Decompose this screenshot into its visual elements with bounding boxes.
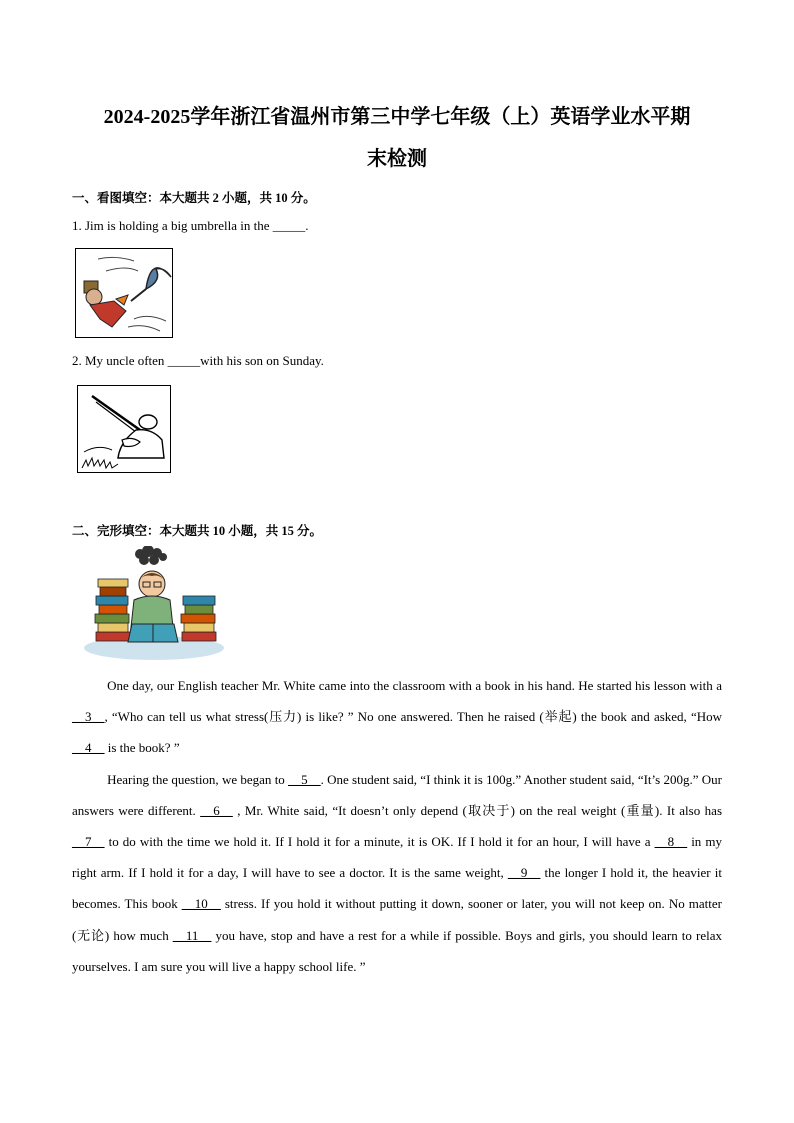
passage-text: in my right arm. If I hold it for a day, I will have to see a doctor. It is the same weight, bbox=[72, 834, 722, 881]
blank-9: __9__ bbox=[507, 865, 541, 881]
passage-text: . One student said, “I think it is 100g.” Another student said, “It’s 200g.” Our answers were different. bbox=[72, 771, 722, 818]
title-line-1: 2024-2025学年浙江省温州市第三中学七年级（上）英语学业水平期 bbox=[103, 106, 691, 128]
passage-text: stress. If you hold it without putting it down, sooner or later, you will not keep on. No matter (无论) how much bbox=[72, 896, 722, 943]
cloze-passage bbox=[72, 670, 722, 982]
section-1-heading: 一、看图填空：本大题共 2 小题，共 10 分。 bbox=[72, 191, 316, 205]
section-2-heading: 二、完形填空：本大题共 10 小题，共 15 分。 bbox=[72, 524, 323, 538]
passage-text: to do with the time we hold it. If I hold it for a minute, it is OK. If I hold it for an hour, I will have a bbox=[104, 834, 655, 850]
blank-11: __11__ bbox=[172, 927, 212, 943]
passage-text: One day, our English teacher Mr. White came into the classroom with a book in his hand. He started his lesson with a bbox=[107, 678, 722, 693]
blank-8: __8__ bbox=[654, 834, 688, 850]
shooting-man-icon bbox=[78, 386, 170, 472]
passage-paragraph-2 bbox=[72, 764, 722, 982]
blank-4: __4__ bbox=[72, 740, 105, 756]
passage-text: , Mr. White said, “It doesn’t only depend (取决于) on the real weight (重量). It also has bbox=[232, 802, 723, 818]
document-title bbox=[60, 96, 734, 180]
blank-6: __6__ bbox=[200, 802, 233, 818]
stressed-student-illustration bbox=[82, 546, 228, 662]
question-2: 2. My uncle often _____with his son on Sunday. bbox=[72, 353, 324, 368]
blank-3: __3__ bbox=[72, 709, 105, 725]
hunting-illustration bbox=[77, 385, 171, 473]
student-with-books-icon bbox=[82, 546, 228, 662]
title-line-2: 末检测 bbox=[367, 148, 427, 170]
passage-text: you have, stop and have a rest for a while if possible. Boys and girls, you should learn to relax yourselves. I am sure you will live a happy school life. ” bbox=[72, 927, 723, 974]
passage-paragraph-1 bbox=[72, 670, 722, 764]
passage-text: the longer I hold it, the heavier it becomes. This book bbox=[72, 865, 722, 912]
question-1: 1. Jim is holding a big umbrella in the _____. bbox=[72, 218, 309, 233]
passage-text: , “Who can tell us what stress(压力) is like? ” No one answered. Then he raised (举起) the book and asked, “How bbox=[104, 709, 722, 725]
umbrella-wind-illustration bbox=[75, 248, 173, 338]
passage-text: Hearing the question, we began to bbox=[107, 771, 289, 787]
blank-5: __5__ bbox=[288, 771, 321, 787]
windy-day-icon bbox=[76, 249, 172, 337]
blank-10: __10__ bbox=[181, 896, 221, 912]
blank-7: __7__ bbox=[72, 834, 105, 850]
passage-text: is the book? ” bbox=[104, 740, 180, 756]
